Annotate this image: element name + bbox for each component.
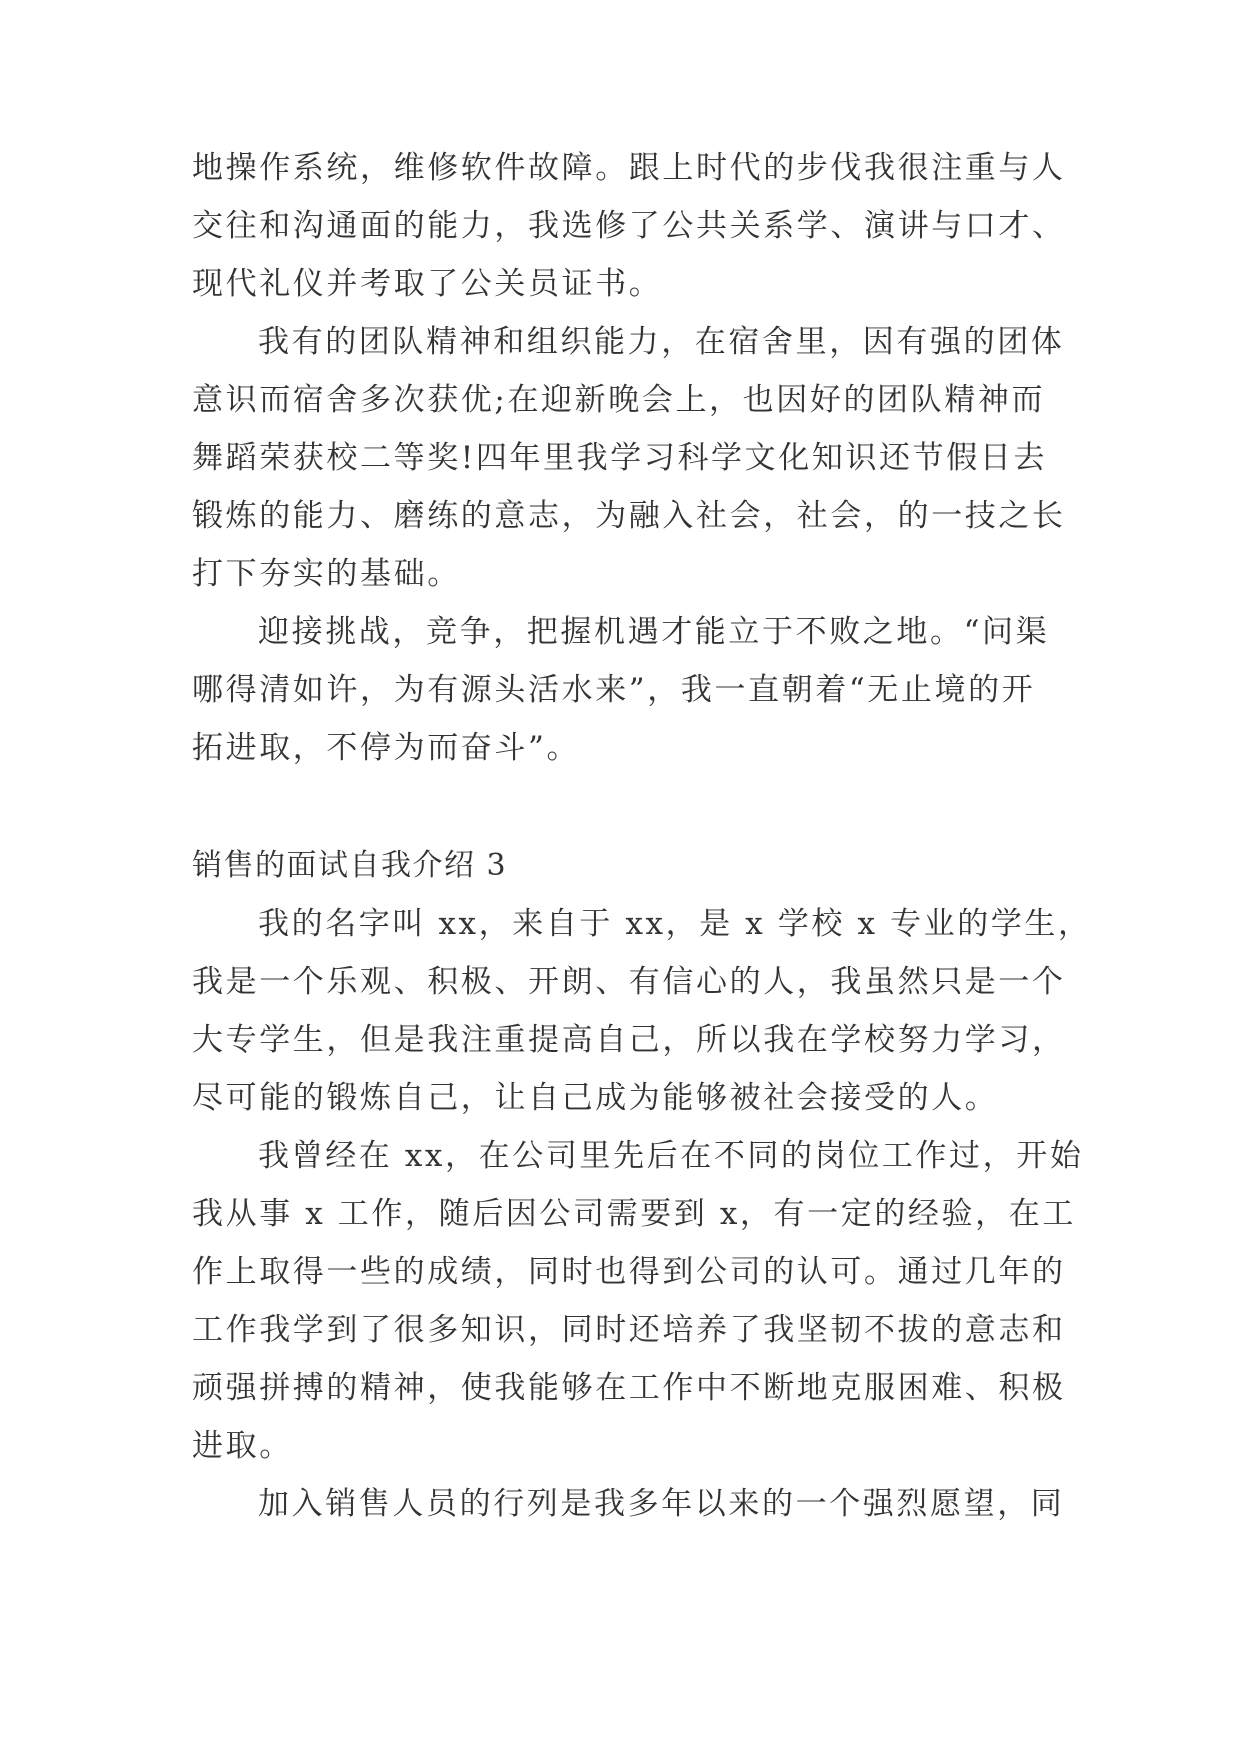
- text-line: 现代礼仪并考取了公关员证书。: [192, 266, 663, 302]
- section-heading: 销售的面试自我介绍 3: [192, 848, 508, 883]
- text-line: 我的名字叫 xx，来自于 xx，是 x 学校 x 专业的学生，: [258, 906, 1092, 942]
- text-line: 意识而宿舍多次获优;在迎新晚会上，也因好的团队精神而: [192, 382, 1046, 418]
- text-line: 我曾经在 xx，在公司里先后在不同的岗位工作过，开始: [258, 1138, 1084, 1174]
- text-line: 地操作系统，维修软件故障。跟上时代的步伐我很注重与人: [192, 150, 1066, 186]
- text-line: 锻炼的能力、磨练的意志，为融入社会，社会，的一技之长: [192, 498, 1066, 534]
- text-line: 哪得清如许，为有源头活水来”，我一直朝着“无止境的开: [192, 672, 1036, 708]
- text-line: 我是一个乐观、积极、开朗、有信心的人，我虽然只是一个: [192, 964, 1066, 1000]
- text-line: 交往和沟通面的能力，我选修了公共关系学、演讲与口才、: [192, 208, 1066, 244]
- text-line: 舞蹈荣获校二等奖!四年里我学习科学文化知识还节假日去: [192, 440, 1048, 476]
- text-line: 工作我学到了很多知识，同时还培养了我坚韧不拔的意志和: [192, 1312, 1066, 1348]
- text-line: 打下夯实的基础。: [192, 556, 461, 592]
- text-line: 加入销售人员的行列是我多年以来的一个强烈愿望，同: [258, 1486, 1065, 1522]
- text-line: 大专学生，但是我注重提高自己，所以我在学校努力学习，: [192, 1022, 1066, 1058]
- text-line: 顽强拼搏的精神，使我能够在工作中不断地克服困难、积极: [192, 1370, 1066, 1406]
- text-line: 我从事 x 工作，随后因公司需要到 x，有一定的经验，在工: [192, 1196, 1076, 1232]
- text-line: 我有的团队精神和组织能力，在宿舍里，因有强的团体: [258, 324, 1065, 360]
- text-line: 进取。: [192, 1428, 293, 1464]
- text-line: 迎接挑战，竞争，把握机遇才能立于不败之地。“问渠: [258, 614, 1050, 650]
- text-line: 拓进取，不停为而奋斗”。: [192, 730, 581, 766]
- text-line: 作上取得一些的成绩，同时也得到公司的认可。通过几年的: [192, 1254, 1066, 1290]
- text-line: 尽可能的锻炼自己，让自己成为能够被社会接受的人。: [192, 1080, 999, 1116]
